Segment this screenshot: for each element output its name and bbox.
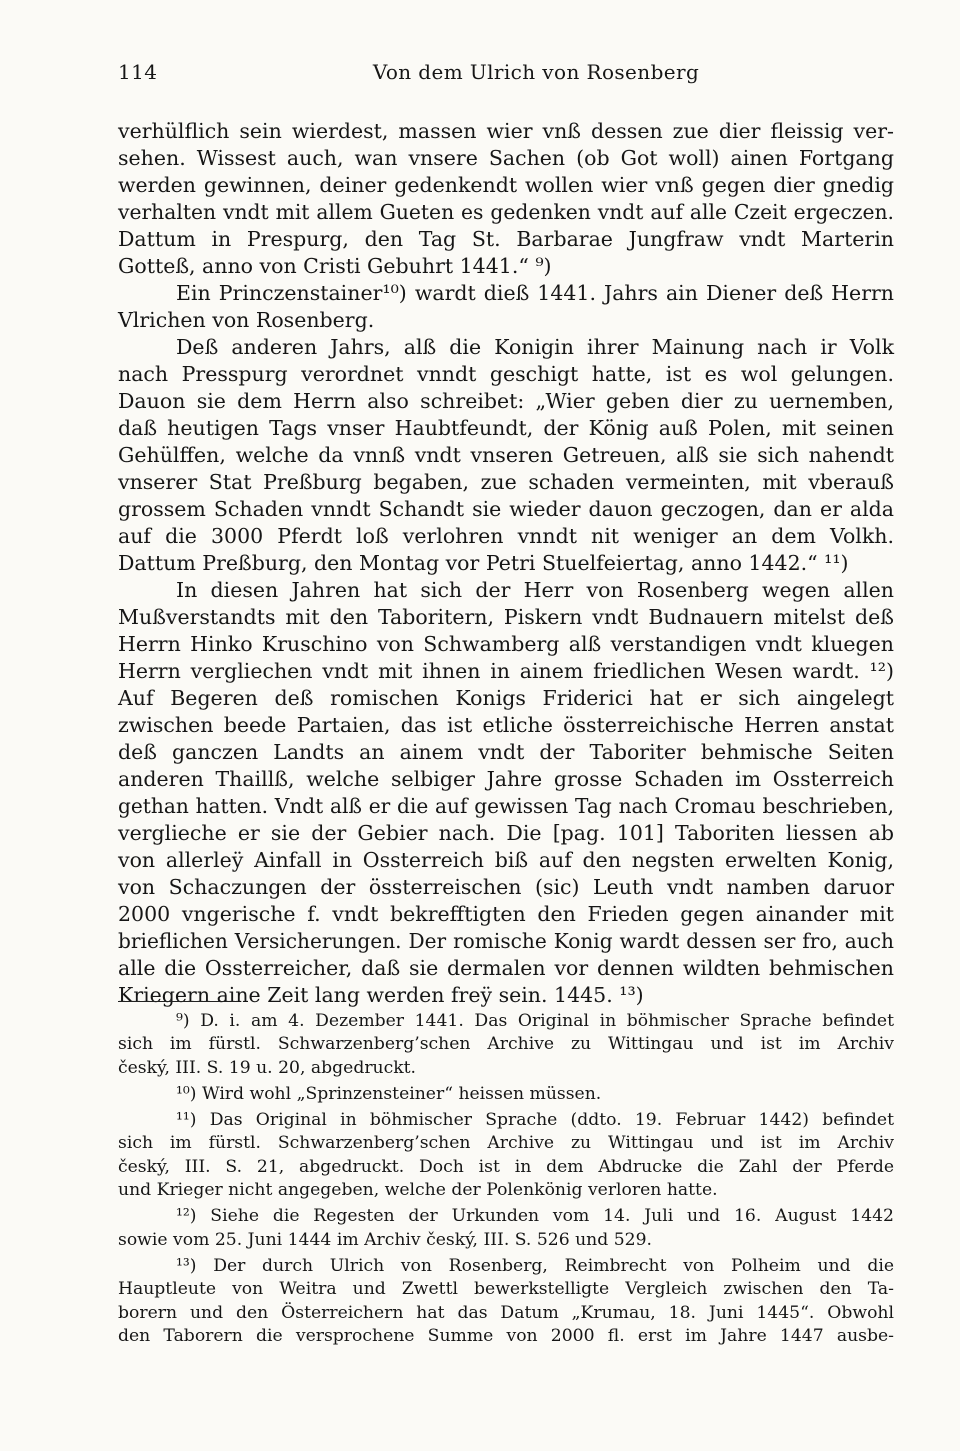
text-line: deß ganczen Landts an ainem vndt der Taboriter behmische Seiten (118, 740, 894, 764)
footnote-line: und Krieger nicht angegeben, welche der Polenkönig verloren hatte. (118, 1180, 718, 1201)
footnote-line: borern und den Österreichern hat das Datum „Krumau, 18. Juni 1445“. Obwohl (118, 1302, 894, 1323)
text-line: daß heutigen Tags vnser Haubtfeundt, der König auß Polen, mit seinen (118, 416, 894, 440)
text-line: Herrn Hinko Kruschino von Schwamberg alß verstandigen vndt kluegen (118, 632, 894, 656)
text-line: In diesen Jahren hat sich der Herr von Rosenberg wegen allen (176, 578, 894, 602)
text-line: grossem Schaden vnndt Schandt sie wieder dauon geczogen, dan er alda (118, 497, 894, 521)
text-line: 2000 vngerische f. vndt bekrefftigten den Frieden gegen ainander mit (118, 902, 894, 926)
text-line: Kriegern aine Zeit lang werden freÿ sein. 1445. ¹³) (118, 983, 644, 1007)
footnote-line: den Taborern die versprochene Summe von 2000 fl. erst im Jahre 1447 ausbe- (118, 1325, 894, 1346)
text-line: Herrn vergliechen vndt mit ihnen in ainem friedlichen Wesen wardt. ¹²) (118, 659, 894, 683)
text-line: Dauon sie dem Herrn also schreibet: „Wier geben dier zu uernemben, (118, 389, 894, 413)
text-line: Dattum in Prespurg, den Tag St. Barbarae Jungfraw vndt Marterin (118, 227, 894, 251)
text-line: von allerleÿ Ainfall in Ossterreich biß auf den negsten erwelten Konig, (118, 848, 894, 872)
footnote-line: ¹³) Der durch Ulrich von Rosenberg, Reimbrecht von Polheim und die (176, 1255, 894, 1276)
text-line: alle die Ossterreicher, daß sie dermalen vor dennen wildten behmischen (118, 956, 894, 980)
footnotes (118, 1010, 894, 1348)
text-line: von Schaczungen der össterreischen (sic) Leuth vndt namben daruor (118, 875, 894, 899)
footnote-line: sowie vom 25. Juni 1444 im Archiv český, III. S. 526 und 529. (118, 1229, 652, 1250)
footnote-line: sich im fürstl. Schwarzenberg’schen Archive zu Wittingau und ist im Archiv (118, 1133, 894, 1154)
text-line: Mußverstandts mit den Taboritern, Piskern vndt Budnauern mitelst deß (118, 605, 894, 629)
footnote-line: český, III. S. 19 u. 20, abgedruckt. (118, 1057, 417, 1078)
text-line: zwischen beede Partaien, das ist etliche össterreichische Herren anstat (118, 713, 894, 737)
footnote-line: Hauptleute von Weitra und Zwettl bewerkstelligte Vergleich zwischen den Ta- (118, 1279, 894, 1300)
text-line: Gotteß, anno von Cristi Gebuhrt 1441.“ ⁹) (118, 254, 552, 278)
footnote-divider (118, 1001, 238, 1002)
text-line: Deß anderen Jahrs, alß die Konigin ihrer Mainung nach ir Volk (176, 335, 894, 359)
text-line: auf die 3000 Pferdt loß verlohren vnndt nit weniger an dem Volkh. (118, 524, 894, 548)
text-line: vnserer Stat Preßburg begaben, zue schaden vermeinten, mit vberauß (118, 470, 894, 494)
running-title: Von dem Ulrich von Rosenberg (372, 60, 700, 84)
page-header (118, 60, 894, 92)
text-line: nach Presspurg verordnet vnndt geschigt hatte, ist es wol gelungen. (118, 362, 894, 386)
text-line: anderen Thaillß, welche selbiger Jahre grosse Schaden im Ossterreich (118, 767, 894, 791)
footnote-line: ⁹) D. i. am 4. Dezember 1441. Das Original in böhmischer Sprache befindet (176, 1011, 894, 1031)
text-line: Auf Begeren deß romischen Konigs Friderici hat er sich aingelegt (118, 686, 894, 710)
text-line: gethan hatten. Vndt alß er die auf gewissen Tag nach Cromau beschrieben, (118, 794, 894, 818)
main-text (118, 118, 894, 1009)
text-line: Dattum Preßburg, den Montag vor Petri Stuelfeiertag, anno 1442.“ ¹¹) (118, 551, 849, 575)
text-line: Ein Princzenstainer¹⁰) wardt dieß 1441. Jahrs ain Diener deß Herrn (176, 281, 894, 305)
text-line: werden gewinnen, deiner gedenkendt wollen wier vnß gegen dier gnedig (118, 173, 894, 197)
text-line: Gehülffen, welche da vnnß vndt vnseren Getreuen, alß sie sich nahendt (118, 443, 894, 467)
footnote-line: sich im fürstl. Schwarzenberg’schen Archive zu Wittingau und ist im Archiv (118, 1034, 894, 1055)
page-number: 114 (118, 60, 158, 84)
text-line: sehen. Wissest auch, wan vnsere Sachen (ob Got woll) ainen Fortgang (118, 146, 894, 170)
footnote-line: ¹⁰) Wird wohl „Sprinzensteiner“ heissen müssen. (176, 1083, 602, 1104)
footnote-line: ¹¹) Das Original in böhmischer Sprache (ddto. 19. Februar 1442) befindet (176, 1110, 894, 1131)
text-line: verhülflich sein wierdest, massen wier vnß dessen zue dier fleissig ver- (118, 119, 894, 143)
text-line: verhalten vndt mit allem Gueten es gedenken vndt auf alle Czeit ergeczen. (118, 200, 894, 224)
footnote-line: ¹²) Siehe die Regesten der Urkunden vom 14. Juli und 16. August 1442 (176, 1206, 894, 1227)
text-line: brieflichen Versicherungen. Der romische Konig wardt dessen ser fro, auch (118, 929, 894, 953)
text-line: Vlrichen von Rosenberg. (118, 308, 375, 332)
text-line: verglieche er sie der Gebier nach. Die [pag. 101] Taboriten liessen ab (118, 821, 894, 845)
footnote-line: český, III. S. 21, abgedruckt. Doch ist in dem Abdrucke die Zahl der Pferde (118, 1156, 894, 1177)
